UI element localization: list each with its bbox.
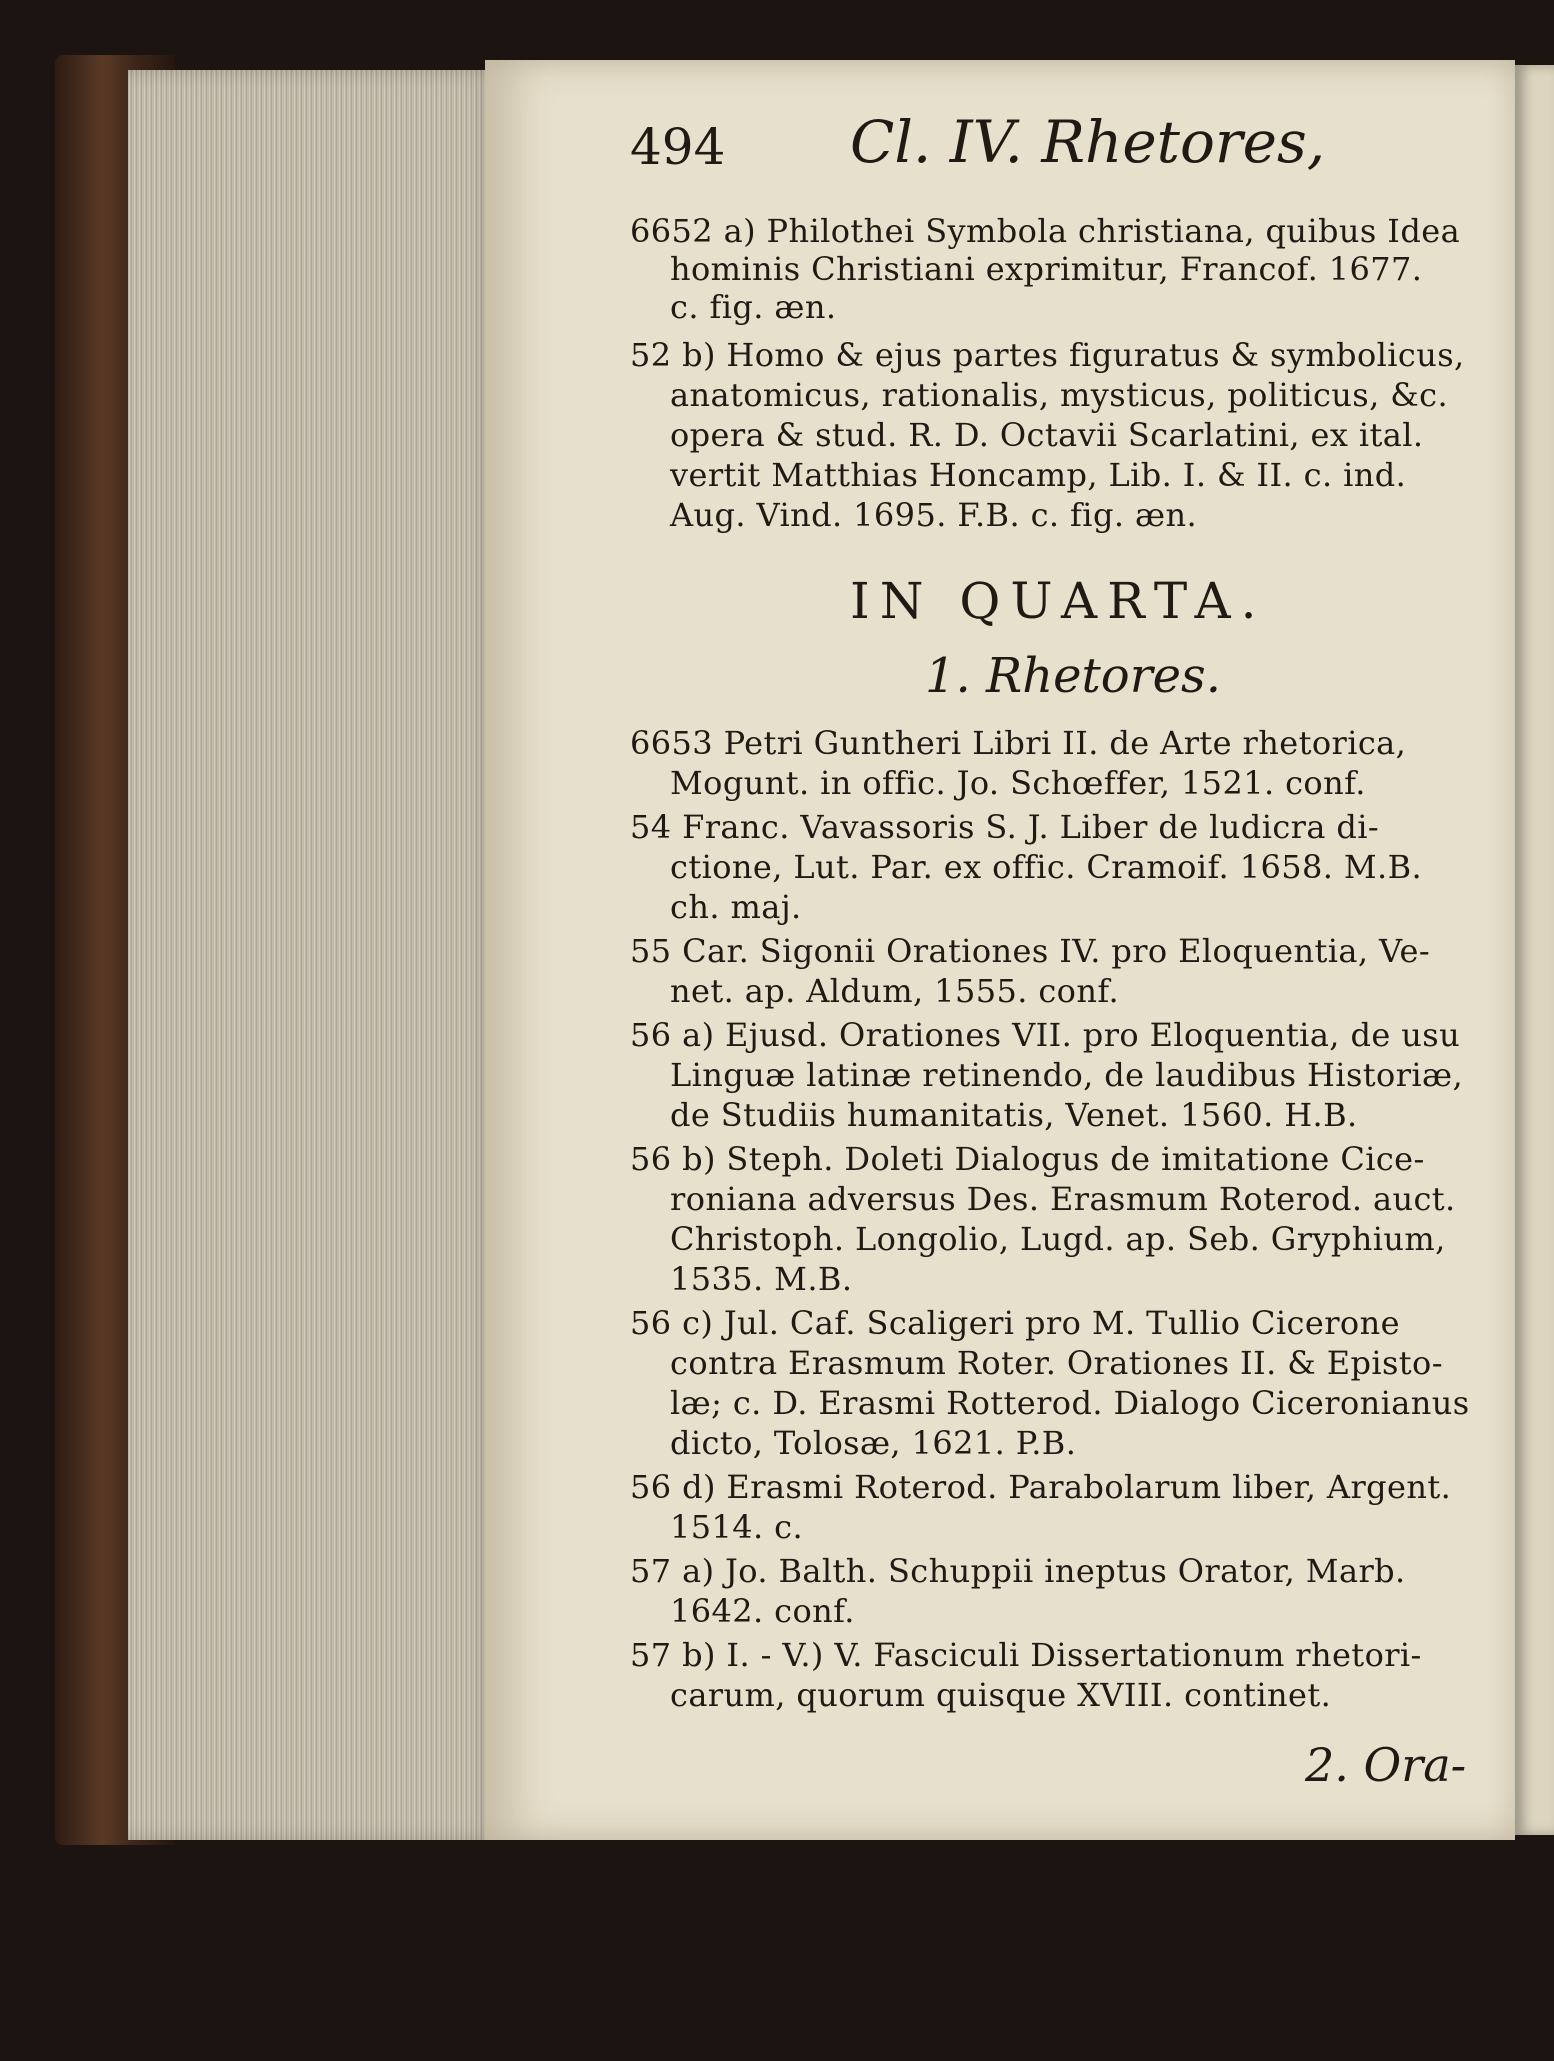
- text-line: opera & stud. R. D. Octavii Scarlatini, ex ital.: [670, 416, 1424, 454]
- text-line: 56 a) Ejusd. Orationes VII. pro Eloquentia, de usu: [630, 1016, 1461, 1054]
- text-line: anatomicus, rationalis, mysticus, politicus, &c.: [670, 376, 1449, 414]
- text-line: 1535. M.B.: [670, 1260, 853, 1298]
- text-line: Aug. Vind. 1695. F.B. c. fig. æn.: [670, 496, 1198, 534]
- text-line: vertit Matthias Honcamp, Lib. I. & II. c. ind.: [670, 456, 1407, 494]
- text-line: 55 Car. Sigonii Orationes IV. pro Eloquentia, Ve-: [630, 932, 1431, 970]
- text-line: 57 b) I. - V.) V. Fasciculi Dissertationum rhetori-: [630, 1636, 1422, 1674]
- text-line: 57 a) Jo. Balth. Schuppii ineptus Orator, Marb.: [630, 1552, 1406, 1590]
- text-line: 52 b) Homo & ejus partes figuratus & symbolicus,: [630, 336, 1465, 374]
- section-title: IN QUARTA.: [850, 572, 1267, 630]
- text-line: c. fig. æn.: [670, 288, 837, 326]
- text-line: hominis Christiani exprimitur, Francof. 1677.: [670, 250, 1423, 288]
- text-line: læ; c. D. Erasmi Rotterod. Dialogo Ciceronianus: [670, 1384, 1470, 1422]
- text-line: 1514. c.: [670, 1508, 804, 1546]
- text-line: 6652 a) Philothei Symbola christiana, quibus Idea: [630, 212, 1461, 250]
- text-line: net. ap. Aldum, 1555. conf.: [670, 972, 1120, 1010]
- text-line: de Studiis humanitatis, Venet. 1560. H.B.: [670, 1096, 1358, 1134]
- running-title: Cl. IV. Rhetores,: [850, 108, 1326, 176]
- text-line: 6653 Petri Guntheri Libri II. de Arte rhetorica,: [630, 724, 1407, 762]
- catchword: 2. Ora-: [1305, 1738, 1467, 1792]
- subsection-title: 1. Rhetores.: [925, 648, 1221, 704]
- facing-page-edge: [1515, 65, 1554, 1835]
- text-line: roniana adversus Des. Erasmum Roterod. auct.: [670, 1180, 1456, 1218]
- text-line: ctione, Lut. Par. ex offic. Cramoif. 1658. M.B.: [670, 848, 1423, 886]
- text-line: Mogunt. in offic. Jo. Schœffer, 1521. conf.: [670, 764, 1366, 802]
- text-line: 56 d) Erasmi Roterod. Parabolarum liber, Argent.: [630, 1468, 1452, 1506]
- page-block-edges: [128, 70, 500, 1840]
- page-number: 494: [630, 118, 726, 176]
- text-line: dicto, Tolosæ, 1621. P.B.: [670, 1424, 1077, 1462]
- text-line: 54 Franc. Vavassoris S. J. Liber de ludicra di-: [630, 808, 1380, 846]
- text-line: Christoph. Longolio, Lugd. ap. Seb. Gryphium,: [670, 1220, 1446, 1258]
- text-line: 56 b) Steph. Doleti Dialogus de imitatione Cice-: [630, 1140, 1425, 1178]
- text-line: ch. maj.: [670, 888, 802, 926]
- text-line: contra Erasmum Roter. Orationes II. & Episto-: [670, 1344, 1443, 1382]
- text-line: 56 c) Jul. Caf. Scaligeri pro M. Tullio Cicerone: [630, 1304, 1400, 1342]
- text-line: 1642. conf.: [670, 1592, 855, 1630]
- text-line: Linguæ latinæ retinendo, de laudibus Historiæ,: [670, 1056, 1464, 1094]
- text-line: carum, quorum quisque XVIII. continet.: [670, 1676, 1332, 1714]
